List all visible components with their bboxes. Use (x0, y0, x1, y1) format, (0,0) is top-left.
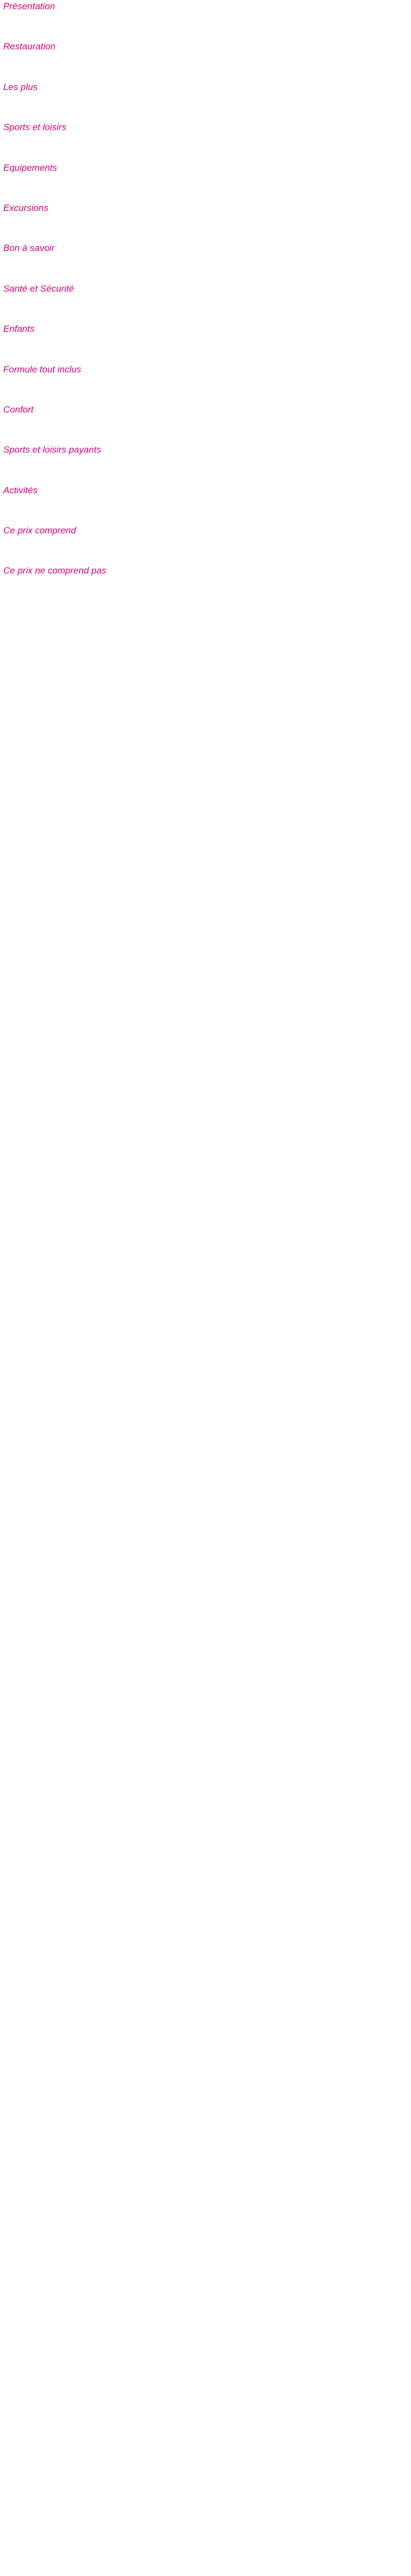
section-title: Sports et loisirs payants (3, 445, 101, 455)
section-title: Enfants (3, 324, 35, 334)
section-les-plus (3, 82, 408, 104)
section-title: Sports et loisirs (3, 122, 67, 133)
section-confort (3, 404, 408, 426)
section-title: Les plus (3, 81, 38, 92)
section-body (3, 257, 408, 265)
section-body (3, 217, 408, 224)
section-restauration (3, 41, 408, 63)
section-body (3, 137, 408, 144)
section-body (3, 499, 408, 507)
section-body (3, 539, 408, 547)
section-title: Présentation (3, 1, 55, 11)
section-equipements (3, 163, 408, 184)
section-title: Restauration (3, 41, 56, 52)
section-body (3, 15, 408, 23)
section-body (3, 177, 408, 184)
section-body (3, 298, 408, 305)
section-formule-tout-inclus (3, 364, 408, 386)
section-title: Ce prix comprend (3, 525, 76, 536)
section-title: Equipements (3, 162, 57, 173)
section-body (3, 378, 408, 386)
section-body (3, 418, 408, 426)
section-title: Formule tout inclus (3, 364, 81, 375)
section-enfants (3, 324, 408, 345)
section-title: Bon à savoir (3, 243, 55, 254)
section-bon-a-savoir (3, 243, 408, 265)
section-title: Excursions (3, 202, 49, 213)
section-activites (3, 485, 408, 507)
section-title: Activités (3, 485, 38, 495)
section-title: Confort (3, 404, 34, 415)
section-title: Ce prix ne comprend pas (3, 565, 106, 576)
section-body (3, 96, 408, 104)
section-presentation (3, 1, 408, 23)
section-sports-et-loisirs-payants (3, 445, 408, 466)
section-sports-et-loisirs (3, 122, 408, 144)
section-body (3, 580, 408, 588)
section-body (3, 338, 408, 346)
section-title: Santé et Sécurité (3, 283, 74, 294)
section-body (3, 56, 408, 63)
document (0, 0, 411, 619)
section-excursions (3, 203, 408, 224)
section-ce-prix-ne-comprend-pas (3, 565, 408, 587)
section-body (3, 459, 408, 467)
section-sante-et-securite (3, 284, 408, 305)
section-ce-prix-comprend (3, 525, 408, 547)
